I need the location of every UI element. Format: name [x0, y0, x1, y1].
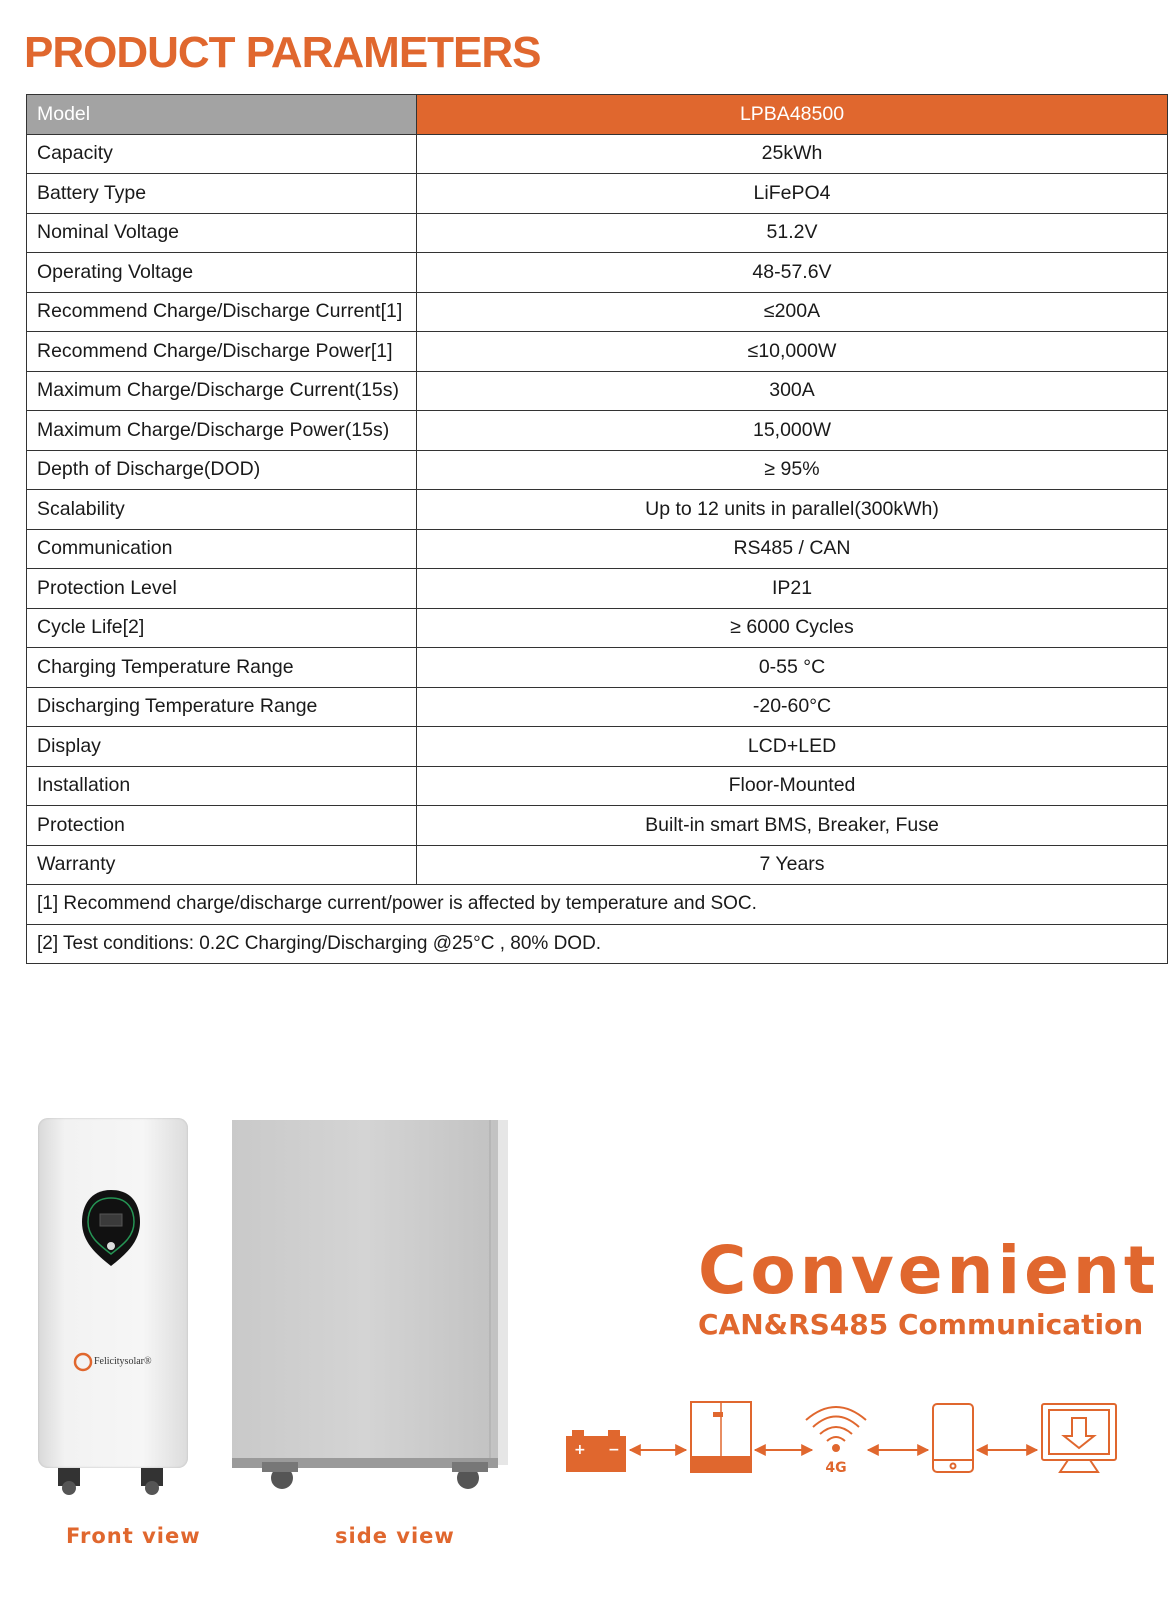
row-value: 300A [417, 371, 1168, 411]
table-row [27, 766, 1168, 806]
row-label: Recommend Charge/Discharge Power[1] [27, 332, 417, 372]
svg-text:+: + [574, 1442, 586, 1458]
row-label: Recommend Charge/Discharge Current[1] [27, 292, 417, 332]
row-label: Display [27, 727, 417, 767]
row-label: Cycle Life[2] [27, 608, 417, 648]
inverter-icon [691, 1402, 751, 1472]
table-row [27, 845, 1168, 885]
brand-logo: Felicitysolar® [94, 1356, 152, 1367]
row-value: LCD+LED [417, 727, 1168, 767]
row-value: RS485 / CAN [417, 529, 1168, 569]
footnote-row [27, 924, 1168, 964]
table-row [27, 648, 1168, 688]
network-label: 4G [825, 1460, 847, 1476]
row-value: 51.2V [417, 213, 1168, 253]
row-label: Depth of Discharge(DOD) [27, 450, 417, 490]
monitor-icon [1042, 1404, 1116, 1472]
row-value: 15,000W [417, 411, 1168, 451]
table-row [27, 411, 1168, 451]
table-row [27, 134, 1168, 174]
header-label: Model [27, 95, 417, 135]
row-value: ≥ 6000 Cycles [417, 608, 1168, 648]
front-view-caption: Front view [66, 1524, 201, 1548]
table-row [27, 687, 1168, 727]
side-view-caption: side view [335, 1524, 455, 1548]
front-view-image [38, 1118, 188, 1468]
row-value: Built-in smart BMS, Breaker, Fuse [417, 806, 1168, 846]
side-view-drawing [232, 1120, 510, 1500]
table-row [27, 806, 1168, 846]
row-label: Protection Level [27, 569, 417, 609]
row-label: Installation [27, 766, 417, 806]
front-view-drawing [38, 1118, 188, 1498]
table-row [27, 332, 1168, 372]
wifi-icon [806, 1407, 866, 1451]
table-row [27, 529, 1168, 569]
row-value: -20-60°C [417, 687, 1168, 727]
footnote: [1] Recommend charge/discharge current/power is affected by temperature and SOC. [27, 885, 1168, 925]
feature-title: Convenient [698, 1232, 1160, 1309]
row-value: 7 Years [417, 845, 1168, 885]
feature-subtitle: CAN&RS485 Communication [698, 1308, 1144, 1341]
table-row [27, 174, 1168, 214]
row-label: Battery Type [27, 174, 417, 214]
row-value: 25kWh [417, 134, 1168, 174]
row-value: ≥ 95% [417, 450, 1168, 490]
footnote-row [27, 885, 1168, 925]
table-row [27, 608, 1168, 648]
table-row [27, 371, 1168, 411]
page-title: PRODUCT PARAMETERS [24, 28, 541, 77]
spec-table [26, 94, 1168, 964]
svg-text:−: − [608, 1442, 620, 1458]
row-label: Operating Voltage [27, 253, 417, 293]
row-value: ≤200A [417, 292, 1168, 332]
table-row [27, 253, 1168, 293]
row-label: Scalability [27, 490, 417, 530]
row-value: Up to 12 units in parallel(300kWh) [417, 490, 1168, 530]
row-label: Maximum Charge/Discharge Power(15s) [27, 411, 417, 451]
row-label: Capacity [27, 134, 417, 174]
table-row [27, 727, 1168, 767]
table-row [27, 569, 1168, 609]
footnote: [2] Test conditions: 0.2C Charging/Discharging @25°C , 80% DOD. [27, 924, 1168, 964]
header-value: LPBA48500 [417, 95, 1168, 135]
table-row [27, 490, 1168, 530]
row-label: Charging Temperature Range [27, 648, 417, 688]
table-header-row [27, 95, 1168, 135]
row-label: Protection [27, 806, 417, 846]
phone-icon [933, 1404, 973, 1472]
row-value: ≤10,000W [417, 332, 1168, 372]
row-label: Maximum Charge/Discharge Current(15s) [27, 371, 417, 411]
row-value: LiFePO4 [417, 174, 1168, 214]
row-label: Warranty [27, 845, 417, 885]
table-row [27, 213, 1168, 253]
row-value: 48-57.6V [417, 253, 1168, 293]
table-row [27, 450, 1168, 490]
table-row [27, 292, 1168, 332]
communication-flow [560, 1398, 1120, 1480]
row-value: 0-55 °C [417, 648, 1168, 688]
row-label: Communication [27, 529, 417, 569]
row-label: Discharging Temperature Range [27, 687, 417, 727]
row-value: Floor-Mounted [417, 766, 1168, 806]
battery-icon [566, 1430, 626, 1472]
row-label: Nominal Voltage [27, 213, 417, 253]
row-value: IP21 [417, 569, 1168, 609]
side-view-image [232, 1120, 510, 1470]
